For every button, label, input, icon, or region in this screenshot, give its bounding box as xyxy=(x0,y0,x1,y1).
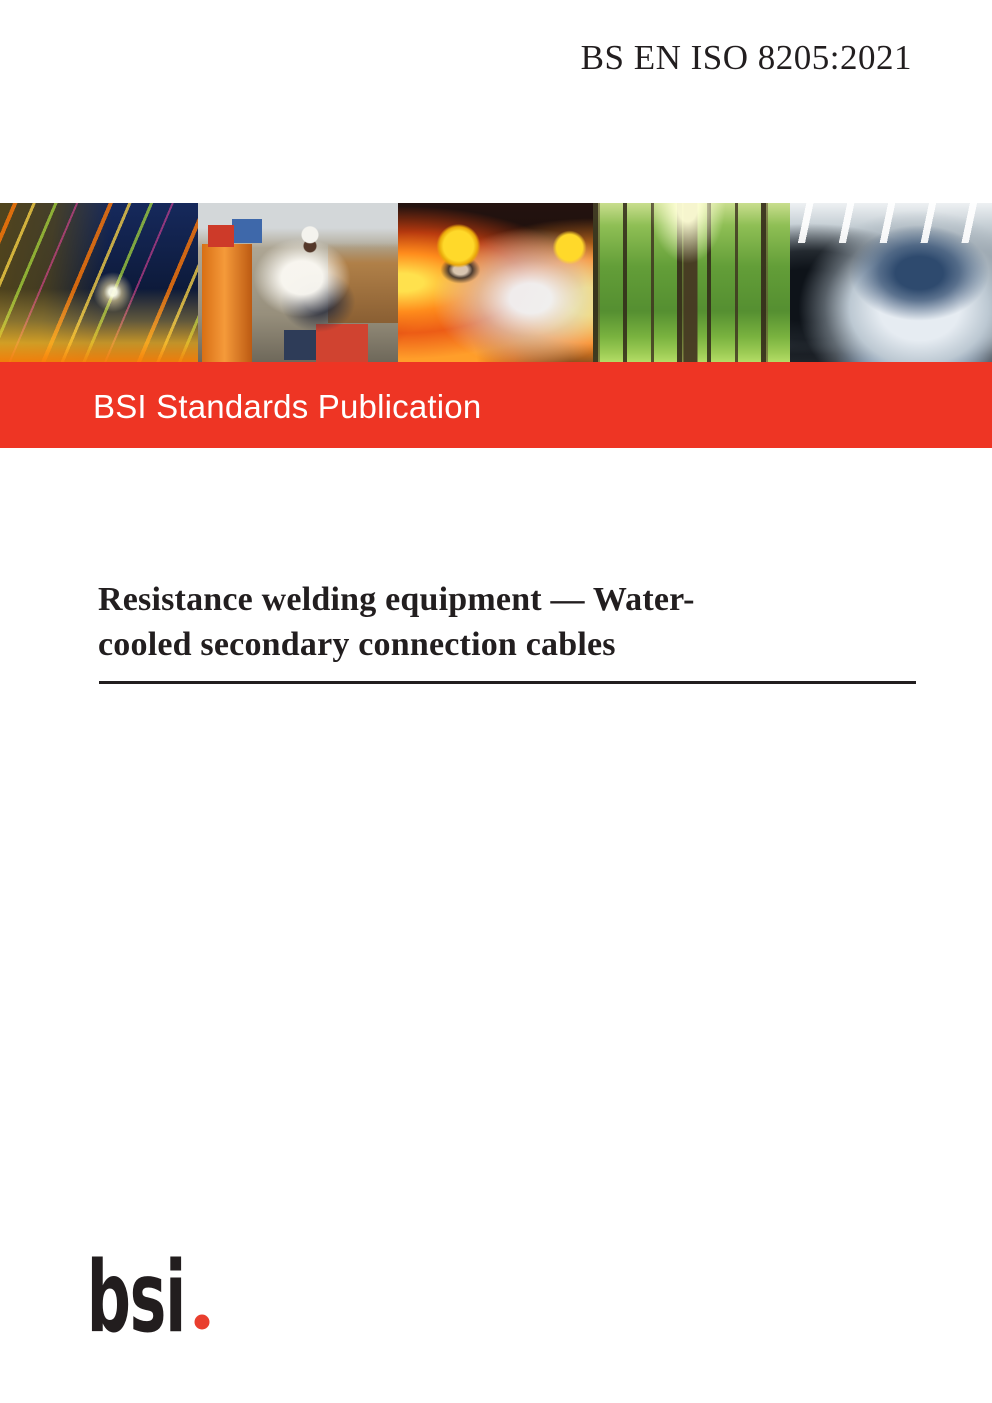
document-title xyxy=(98,577,695,667)
title-line-1: Resistance welding equipment — Water- xyxy=(98,581,695,618)
bsi-logo-text: bsi xyxy=(88,1256,186,1342)
title-underline-rule xyxy=(99,681,916,684)
photo-firefighters xyxy=(398,203,593,362)
photo-car-assembly xyxy=(790,203,992,362)
bsi-logo xyxy=(88,1256,223,1342)
title-line-2: cooled secondary connection cables xyxy=(98,626,616,663)
bsi-logo-graphic xyxy=(88,1256,223,1342)
photo-forest xyxy=(593,203,790,362)
photo-strip xyxy=(0,203,992,362)
photo-warehouse-worker xyxy=(198,203,398,362)
photo-night-traffic xyxy=(0,203,198,362)
document-reference: BS EN ISO 8205:2021 xyxy=(580,38,912,77)
bsi-logo-dot xyxy=(195,1315,210,1330)
banner-label: BSI Standards Publication xyxy=(93,388,482,425)
